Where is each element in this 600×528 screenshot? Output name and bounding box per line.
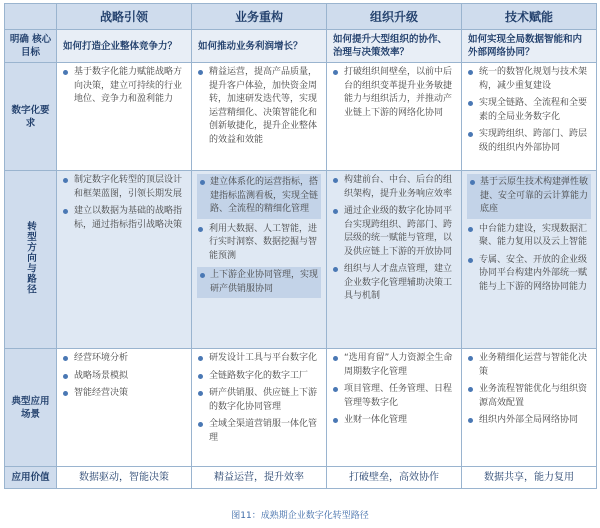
bullet-icon: [468, 227, 473, 232]
bullet-icon: [468, 387, 473, 392]
digital-row: [5, 63, 597, 171]
value-row: [5, 467, 597, 489]
scene-cell-strategy: [57, 349, 192, 467]
item-text: 业务精细化运营与智能化决策: [479, 353, 588, 377]
scene-row: [5, 349, 597, 467]
list-item: [62, 387, 186, 401]
list-item: [332, 205, 456, 259]
bullet-icon: [468, 70, 473, 75]
item-text: 通过企业级的数字化协同平台实现跨组织、跨部门、跨层级的统一赋能与管理，以及供应链上下游的开放协同: [344, 206, 453, 257]
scene-row-label: 典型应用场景: [5, 349, 57, 467]
item-text: 项目管理、任务管理、日程管理等数字化: [344, 384, 453, 408]
bullet-icon: [333, 418, 338, 423]
path-cell-strategy: [57, 171, 192, 349]
goal-row-label: 明确 核心目标: [5, 30, 57, 63]
bullet-icon: [198, 70, 203, 75]
item-text: 智能经营决策: [74, 388, 129, 398]
item-text: 统一的数智化规划与技术架构，减少重复建设: [479, 67, 588, 91]
bullet-icon: [333, 209, 338, 214]
bullet-icon: [468, 258, 473, 263]
list-item: [197, 267, 321, 298]
figure-caption: 图11：成熟期企业数字化转型路径: [231, 511, 369, 521]
list-item: [62, 174, 186, 201]
list-item: [62, 205, 186, 232]
digital-cell-business: [192, 63, 327, 171]
list-item: [467, 223, 591, 250]
item-text: 基于数字化能力赋能战略方向决策，建立可持续的行业地位、竞争力和盈利能力: [74, 67, 183, 104]
bullet-icon: [63, 391, 68, 396]
bullet-icon: [63, 178, 68, 183]
scene-cell-organization: [327, 349, 462, 467]
bullet-icon: [333, 356, 338, 361]
item-text: 专属、安全、开放的企业级协同平台构建内外部统一赋能与上下游的网络协同能力: [479, 254, 588, 292]
list-item: [332, 174, 456, 201]
goal-cell-technology: 如何实现全局数据智能和内外部网络协同？: [462, 30, 597, 63]
path-row-label: [5, 171, 57, 349]
bullet-icon: [333, 267, 338, 272]
bullet-icon: [333, 70, 338, 75]
goal-row: [5, 30, 597, 63]
item-text: 组织与人才盘点管理，建立企业数字化管理辅助决策工具与机制: [344, 264, 453, 301]
item-text: 全链路数字化的数字工厂: [209, 370, 309, 381]
value-cell-business: 精益运营，提升效率: [192, 467, 327, 489]
item-text: 上下游企业协同管理，实现研产供销服协同: [210, 270, 319, 294]
bullet-icon: [198, 227, 203, 232]
list-item: [332, 66, 456, 120]
bullet-icon: [200, 180, 205, 185]
header-organization: 组织升级: [327, 4, 462, 30]
bullet-icon: [333, 178, 338, 183]
path-row-label-text: 转型方向与路径: [25, 220, 36, 295]
header-corner: [5, 4, 57, 30]
list-item: [467, 414, 591, 428]
item-text: 精益运营，提高产品质量，提升客户体验，加快资金周转，加速研发迭代等，实现运营精细化、决策智能化和创新敏捷化，提升企业整体的效益和效能: [209, 67, 318, 145]
list-item: [467, 66, 591, 93]
value-row-label: 应用价值: [5, 467, 57, 489]
item-text: 业务流程智能优化与组织资源高效配置: [479, 384, 588, 408]
path-row: [5, 171, 597, 349]
bullet-icon: [468, 101, 473, 106]
bullet-icon: [468, 132, 473, 137]
digital-row-label: 数字化要求: [5, 63, 57, 171]
digital-cell-organization: [327, 63, 462, 171]
list-item: [62, 66, 186, 107]
item-text: 建立以数据为基础的战略指标，通过指标指引战略决策: [74, 206, 183, 230]
item-text: 实现全链路、全流程和全要素的全局业务数字化: [479, 98, 588, 122]
list-item: [467, 352, 591, 379]
list-item: [197, 223, 321, 264]
scene-cell-business: [192, 349, 327, 467]
path-cell-organization: [327, 171, 462, 349]
digital-cell-strategy: [57, 63, 192, 171]
goal-cell-strategy: 如何打造企业整体竞争力？: [57, 30, 192, 63]
list-item: [197, 418, 321, 445]
bullet-icon: [198, 422, 203, 427]
list-item: [197, 352, 321, 366]
list-item: [467, 174, 591, 219]
list-item: [332, 414, 456, 428]
value-cell-organization: 打破壁垒，高效协作: [327, 467, 462, 489]
list-item: [332, 263, 456, 304]
list-item: [332, 352, 456, 379]
scene-cell-technology: [462, 349, 597, 467]
item-text: 战略场景模拟: [74, 370, 129, 381]
digital-cell-technology: [462, 63, 597, 171]
list-item: [197, 387, 321, 414]
bullet-icon: [468, 418, 473, 423]
header-business: 业务重构: [192, 4, 327, 30]
item-text: 实现跨组织、跨部门、跨层级的组织内外部协同: [479, 129, 588, 153]
goal-cell-organization: 如何提升大型组织的协作、治理与决策效率？: [327, 30, 462, 63]
item-text: “选用育留”人力资源全生命周期数字化管理: [344, 353, 453, 377]
bullet-icon: [198, 374, 203, 379]
item-text: 研发设计工具与平台数字化: [209, 353, 318, 363]
bullet-icon: [200, 273, 205, 278]
bullet-icon: [198, 391, 203, 396]
transformation-table-wrapper: [4, 3, 596, 489]
list-item: [62, 352, 186, 366]
path-cell-business: [192, 171, 327, 349]
list-item: [197, 174, 321, 219]
list-item: [197, 66, 321, 147]
bullet-icon: [468, 356, 473, 361]
item-text: 打破组织间壁垒，以前中后台的组织变革提升业务敏捷能力与组织活力，并推动产业链上下游的网络化协同: [344, 67, 453, 118]
list-item: [467, 128, 591, 155]
header-strategy: 战略引领: [57, 4, 192, 30]
bullet-icon: [470, 180, 475, 185]
goal-cell-business: 如何推动业务利润增长？: [192, 30, 327, 63]
bullet-icon: [63, 356, 68, 361]
item-text: 构建前台、中台、后台的组织架构，提升业务响应效率: [344, 175, 453, 199]
item-text: 基于云原生技术构建弹性敏捷、安全可靠的云计算能力底座: [480, 177, 589, 214]
item-text: 全域全渠道营销服一体化管理: [209, 419, 318, 443]
item-text: 业财一体化管理: [344, 415, 408, 425]
list-item: [467, 254, 591, 295]
item-text: 组织内外部全局网络协同: [479, 415, 579, 425]
bullet-icon: [63, 209, 68, 214]
item-text: 研产供销服、供应链上下游的数字化协同管理: [209, 388, 318, 412]
value-cell-technology: 数据共享，能力复用: [462, 467, 597, 489]
item-text: 利用大数据、人工智能，进行实时洞察、数据挖掘与智能预测: [209, 223, 318, 261]
list-item: [467, 97, 591, 124]
bullet-icon: [63, 70, 68, 75]
value-cell-strategy: 数据驱动，智能决策: [57, 467, 192, 489]
bullet-icon: [63, 374, 68, 379]
header-row: [5, 4, 597, 30]
bullet-icon: [333, 387, 338, 392]
transformation-path-table: [4, 3, 597, 489]
item-text: 制定数字化转型的顶层设计和框架蓝图，引领长期发展: [74, 175, 183, 199]
list-item: [467, 383, 591, 410]
list-item: [332, 383, 456, 410]
item-text: 经营环境分析: [74, 353, 129, 363]
header-technology: 技术赋能: [462, 4, 597, 30]
path-cell-technology: [462, 171, 597, 349]
list-item: [62, 370, 186, 384]
item-text: 中台能力建设，实现数据汇聚、能力复用以及云上智能: [479, 223, 588, 247]
bullet-icon: [198, 356, 203, 361]
item-text: 建立体系化的运营指标，搭建指标监测看板，实现全链路、全流程的精细化管理: [210, 177, 319, 214]
list-item: [197, 370, 321, 384]
